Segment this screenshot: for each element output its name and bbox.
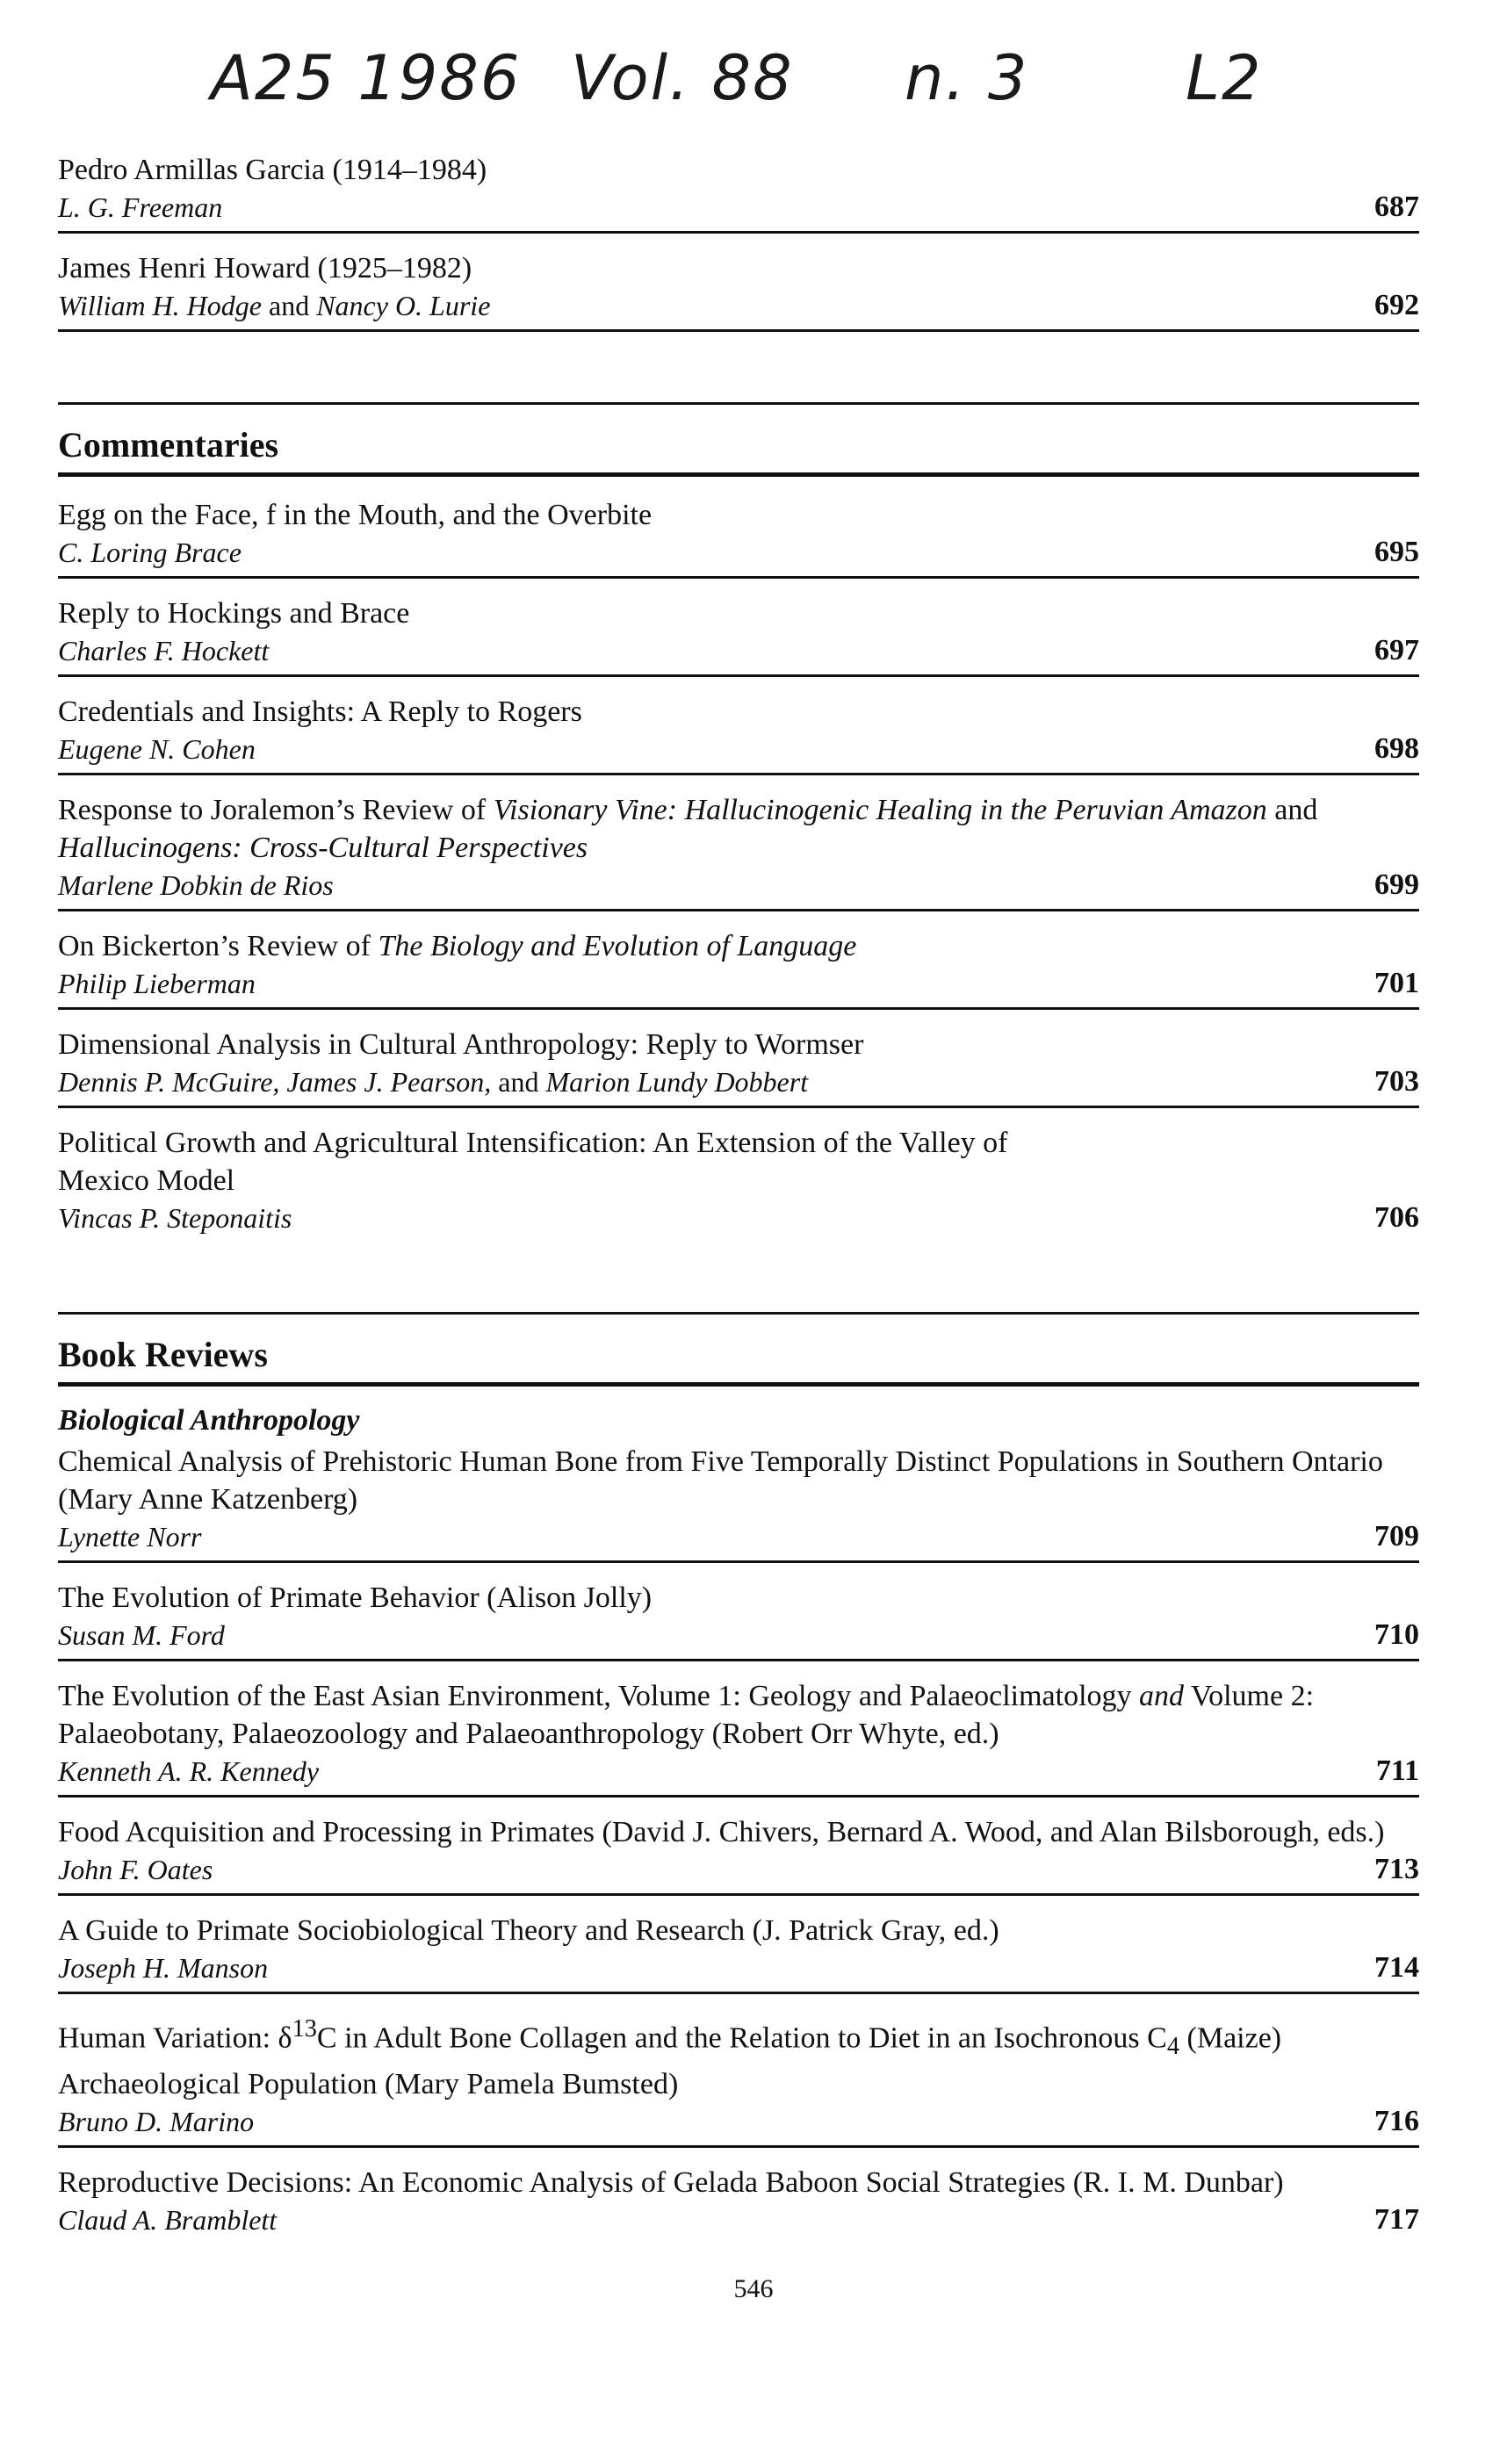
entry-author: C. Loring Brace: [58, 537, 242, 568]
entry-title: Chemical Analysis of Prehistoric Human Bone from Five Temporally Distinct Populations in Southern Ontario (Mary Anne Katzenberg): [58, 1445, 1383, 1516]
author-conjunction: and: [261, 290, 317, 321]
title-part: The Evolution of the East Asian Environment, Volume 1: Geology and Palaeoclimatology: [58, 1680, 1140, 1712]
subscript: 4: [1166, 2033, 1180, 2061]
entry-author: Eugene N. Cohen: [58, 733, 256, 765]
author-conjunction: and: [491, 1066, 546, 1098]
handwritten-note-b: Vol. 88: [571, 42, 794, 114]
entry-title: Pedro Armillas Garcia (1914–1984): [58, 154, 487, 186]
entry-title: [58, 791, 1419, 867]
entry-title: The Evolution of Primate Behavior (Alison Jolly): [58, 1581, 653, 1614]
entry-author: Lynette Norr: [58, 1521, 202, 1553]
entry-page-number: 698: [1374, 732, 1419, 765]
toc-entry[interactable]: [58, 1674, 1419, 1798]
entry-author: [58, 1063, 1419, 1100]
title-part: C in Adult Bone Collagen and the Relation to Diet in an Isochronous C: [316, 2021, 1167, 2055]
entry-title: [58, 927, 1419, 965]
entry-title: A Guide to Primate Sociobiological Theory and Research (J. Patrick Gray, ed.): [58, 1914, 999, 1947]
toc-entry[interactable]: [58, 1908, 1419, 1994]
entry-page-number: 692: [1374, 289, 1419, 321]
superscript: 13: [292, 2015, 317, 2043]
title-part: Human Variation: δ: [58, 2021, 292, 2055]
entry-author: Charles F. Hockett: [58, 635, 270, 666]
title-italic-word: and: [1139, 1680, 1185, 1712]
entry-page-number: 717: [1374, 2203, 1419, 2237]
toc-entry[interactable]: [58, 788, 1419, 911]
toc-entry[interactable]: [58, 246, 1419, 332]
entry-title: James Henri Howard (1925–1982): [58, 252, 472, 285]
toc-entry[interactable]: [58, 2007, 1419, 2148]
toc-entry[interactable]: [58, 1120, 1419, 1242]
entry-author: Joseph H. Manson: [58, 1952, 269, 1984]
entry-author: Vincas P. Steponaitis: [58, 1202, 292, 1234]
entry-page-number: 711: [1375, 1754, 1419, 1787]
author-name: Nancy O. Lurie: [316, 290, 491, 321]
entry-title: Dimensional Analysis in Cultural Anthropology: Reply to Wormser: [58, 1028, 864, 1061]
entry-page-number: 709: [1374, 1520, 1419, 1553]
page-folio: 546: [733, 2274, 774, 2303]
author-name: William H. Hodge: [58, 290, 262, 321]
title-part: (Maize) Archaeological Population (Mary Pamela Bumsted): [58, 2021, 1282, 2101]
entry-title: Egg on the Face, f in the Mouth, and the Overbite: [58, 499, 653, 531]
toc-entry[interactable]: [58, 1439, 1419, 1563]
title-part: and: [1266, 794, 1318, 826]
entry-author: Claud A. Bramblett: [58, 2204, 278, 2237]
entry-author: Susan M. Ford: [58, 1619, 225, 1651]
entry-title: Food Acquisition and Processing in Primates (David J. Chivers, Bernard A. Wood, and Alan Bilsborough, eds.): [58, 1816, 1385, 1848]
toc-entry[interactable]: [58, 493, 1419, 579]
entry-author: L. G. Freeman: [58, 191, 223, 223]
toc-entry[interactable]: [58, 148, 1419, 234]
entry-author: Marlene Dobkin de Rios: [58, 869, 334, 901]
entry-page-number: 716: [1374, 2105, 1419, 2138]
entry-author: [58, 287, 1419, 324]
toc-entry[interactable]: [58, 689, 1419, 775]
entry-page-number: 714: [1374, 1951, 1419, 1984]
entry-page-number: 713: [1374, 1853, 1419, 1885]
book-title: The Biology and Evolution of Language: [378, 930, 857, 962]
toc-entry[interactable]: [58, 924, 1419, 1010]
book-title: Hallucinogens: Cross-Cultural Perspectives: [58, 832, 588, 864]
author-name: Dennis P. McGuire, James J. Pearson,: [58, 1066, 492, 1098]
toc-entry[interactable]: [58, 2160, 1419, 2244]
table-of-contents: [58, 148, 1419, 2256]
author-name: Marion Lundy Dobbert: [545, 1066, 809, 1098]
subsection-heading: Biological Anthropology: [58, 1404, 360, 1437]
entry-page-number: 687: [1374, 191, 1419, 223]
toc-entry[interactable]: [58, 591, 1419, 677]
section-heading-commentaries: Commentaries: [58, 402, 1419, 477]
entry-page-number: 695: [1374, 536, 1419, 568]
section-heading-book-reviews: Book Reviews: [58, 1312, 1419, 1387]
entry-title: Reply to Hockings and Brace: [58, 597, 410, 630]
entry-author: John F. Oates: [58, 1854, 213, 1885]
book-title: Visionary Vine: Hallucinogenic Healing in the Peruvian Amazon: [493, 794, 1267, 826]
entry-author: Kenneth A. R. Kennedy: [58, 1755, 320, 1787]
entry-page-number: 701: [1374, 967, 1419, 999]
handwritten-call-number: [0, 42, 1507, 148]
entry-page-number: 697: [1374, 634, 1419, 666]
handwritten-note-c: n. 3: [905, 42, 1029, 114]
handwritten-note-d: L2: [1186, 42, 1263, 114]
toc-entry[interactable]: [58, 1022, 1419, 1108]
title-part: Response to Joralemon’s Review of: [58, 794, 494, 826]
entry-author: Bruno D. Marino: [58, 2106, 255, 2138]
entry-title: [58, 2010, 1419, 2103]
entry-page-number: 706: [1374, 1201, 1419, 1234]
title-part: Volume 2: Palaeobotany, Palaeozoology and Palaeoanthropology (Robert Orr Whyte, ed.): [58, 1680, 1315, 1750]
handwritten-note-a: A25 1986: [211, 42, 522, 114]
entry-title: [58, 1677, 1419, 1753]
entry-page-number: 703: [1374, 1065, 1419, 1098]
entry-page-number: 710: [1374, 1618, 1419, 1651]
title-part: On Bickerton’s Review of: [58, 930, 379, 962]
entry-title: Reproductive Decisions: An Economic Analysis of Gelada Baboon Social Strategies (R. I. M. Dunbar): [58, 2166, 1284, 2200]
entry-title: Political Growth and Agricultural Intensification: An Extension of the Valley of Mexico Model: [58, 1127, 1008, 1197]
toc-entry[interactable]: [58, 1810, 1419, 1896]
entry-page-number: 699: [1374, 868, 1419, 901]
entry-author: Philip Lieberman: [58, 968, 256, 999]
toc-entry[interactable]: [58, 1575, 1419, 1661]
entry-title: Credentials and Insights: A Reply to Rogers: [58, 695, 582, 728]
